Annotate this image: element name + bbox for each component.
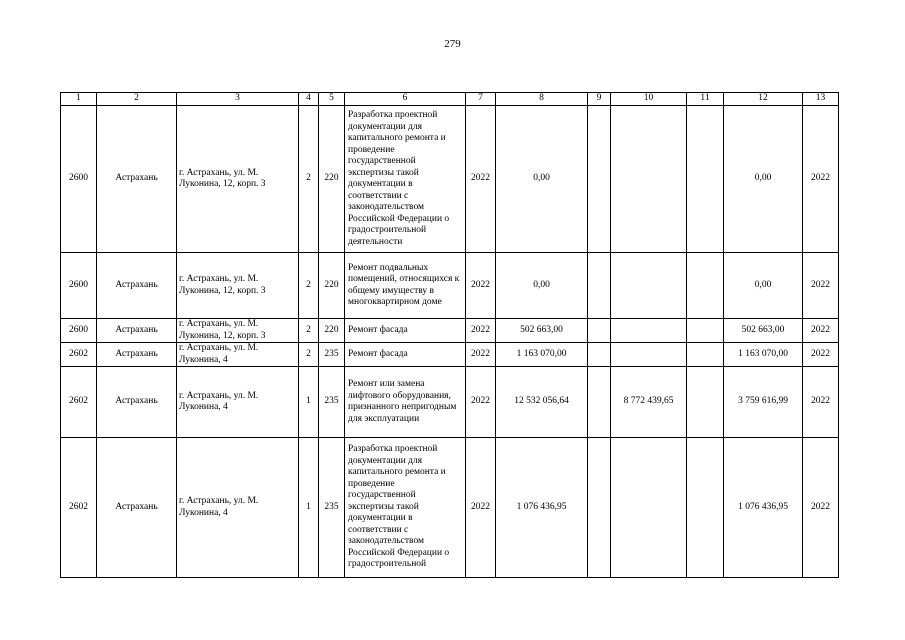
cell-col9 <box>588 106 611 253</box>
cell-col4: 2 <box>299 343 319 367</box>
column-header: 2 <box>97 93 177 106</box>
column-header: 10 <box>611 93 687 106</box>
cell-year: 2022 <box>466 367 496 438</box>
column-header: 5 <box>319 93 345 106</box>
page-number: 279 <box>444 38 461 50</box>
cell-col11 <box>687 438 724 578</box>
column-header: 8 <box>496 93 588 106</box>
cell-end-year: 2022 <box>803 438 839 578</box>
cell-work-type: Разработка проектной документации для капитального ремонта и проведение государственной экспертизы такой документации в соответствии с законодательством Российской Федерации о градостроительной деятельности <box>345 106 466 253</box>
cell-end-year: 2022 <box>803 319 839 343</box>
cell-total-cost: 0,00 <box>496 106 588 253</box>
column-header: 12 <box>724 93 803 106</box>
cell-city: Астрахань <box>97 343 177 367</box>
table-row <box>61 319 839 343</box>
cell-col10: 8 772 439,65 <box>611 367 687 438</box>
cell-end-year: 2022 <box>803 253 839 319</box>
cell-address: г. Астрахань, ул. М. Луконина, 4 <box>177 367 299 438</box>
cell-work-type: Ремонт подвальных помещений, относящихся к общему имуществу в многоквартирном доме <box>345 253 466 319</box>
cell-total-cost: 1 076 436,95 <box>496 438 588 578</box>
cell-address: г. Астрахань, ул. М. Луконина, 12, корп. 3 <box>177 106 299 253</box>
cell-col5: 235 <box>319 367 345 438</box>
column-number-row <box>61 93 839 106</box>
cell-work-type: Ремонт фасада <box>345 343 466 367</box>
cell-work-type: Ремонт фасада <box>345 319 466 343</box>
column-header: 11 <box>687 93 724 106</box>
cell-col9 <box>588 438 611 578</box>
column-header: 9 <box>588 93 611 106</box>
cell-address: г. Астрахань, ул. М. Луконина, 4 <box>177 343 299 367</box>
cell-work-type: Ремонт или замена лифтового оборудования, признанного непригодным для эксплуатации <box>345 367 466 438</box>
cell-city: Астрахань <box>97 106 177 253</box>
cell-end-year: 2022 <box>803 106 839 253</box>
cell-address: г. Астрахань, ул. М. Луконина, 12, корп. 3 <box>177 253 299 319</box>
cell-col10 <box>611 319 687 343</box>
cell-address: г. Астрахань, ул. М. Луконина, 4 <box>177 438 299 578</box>
column-header: 4 <box>299 93 319 106</box>
cell-col9 <box>588 253 611 319</box>
cell-col5: 220 <box>319 106 345 253</box>
table-row <box>61 106 839 253</box>
column-header: 13 <box>803 93 839 106</box>
cell-col9 <box>588 343 611 367</box>
cell-city: Астрахань <box>97 253 177 319</box>
table-row <box>61 253 839 319</box>
cell-end-year: 2022 <box>803 367 839 438</box>
cell-end-year: 2022 <box>803 343 839 367</box>
cell-total-cost: 0,00 <box>496 253 588 319</box>
cell-col5: 235 <box>319 438 345 578</box>
cell-col4: 1 <box>299 438 319 578</box>
cell-year: 2022 <box>466 343 496 367</box>
cell-year: 2022 <box>466 319 496 343</box>
cell-total-cost: 502 663,00 <box>496 319 588 343</box>
cell-col11 <box>687 319 724 343</box>
cell-id: 2602 <box>61 367 97 438</box>
cell-total-cost: 1 163 070,00 <box>496 343 588 367</box>
table-row <box>61 367 839 438</box>
cell-col4: 2 <box>299 319 319 343</box>
cell-col4: 2 <box>299 106 319 253</box>
cell-col11 <box>687 367 724 438</box>
cell-col11 <box>687 253 724 319</box>
cell-col4: 2 <box>299 253 319 319</box>
cell-city: Астрахань <box>97 438 177 578</box>
cell-col12: 0,00 <box>724 106 803 253</box>
cell-col11 <box>687 106 724 253</box>
table-row <box>61 438 839 578</box>
cell-col10 <box>611 253 687 319</box>
cell-col4: 1 <box>299 367 319 438</box>
cell-id: 2600 <box>61 106 97 253</box>
cell-year: 2022 <box>466 253 496 319</box>
cell-year: 2022 <box>466 106 496 253</box>
cell-year: 2022 <box>466 438 496 578</box>
cell-id: 2602 <box>61 343 97 367</box>
cell-id: 2602 <box>61 438 97 578</box>
cell-col10 <box>611 438 687 578</box>
cell-total-cost: 12 532 056,64 <box>496 367 588 438</box>
column-header: 1 <box>61 93 97 106</box>
cell-city: Астрахань <box>97 319 177 343</box>
table-row <box>61 343 839 367</box>
cell-col12: 1 163 070,00 <box>724 343 803 367</box>
column-header: 6 <box>345 93 466 106</box>
column-header: 3 <box>177 93 299 106</box>
cell-col10 <box>611 106 687 253</box>
cell-col5: 220 <box>319 253 345 319</box>
cell-work-type: Разработка проектной документации для капитального ремонта и проведение государственной экспертизы такой документации в соответствии с законодательством Российской Федерации о градостроительной <box>345 438 466 578</box>
cell-col11 <box>687 343 724 367</box>
column-header: 7 <box>466 93 496 106</box>
cell-city: Астрахань <box>97 367 177 438</box>
cell-col5: 235 <box>319 343 345 367</box>
cell-col12: 0,00 <box>724 253 803 319</box>
cell-col12: 3 759 616,99 <box>724 367 803 438</box>
cell-col9 <box>588 367 611 438</box>
cell-col10 <box>611 343 687 367</box>
cell-col5: 220 <box>319 319 345 343</box>
cell-id: 2600 <box>61 319 97 343</box>
cell-address: г. Астрахань, ул. М. Луконина, 12, корп. 3 <box>177 319 299 343</box>
cell-id: 2600 <box>61 253 97 319</box>
cell-col12: 1 076 436,95 <box>724 438 803 578</box>
capital-repair-table <box>60 92 839 578</box>
cell-col9 <box>588 319 611 343</box>
cell-col12: 502 663,00 <box>724 319 803 343</box>
